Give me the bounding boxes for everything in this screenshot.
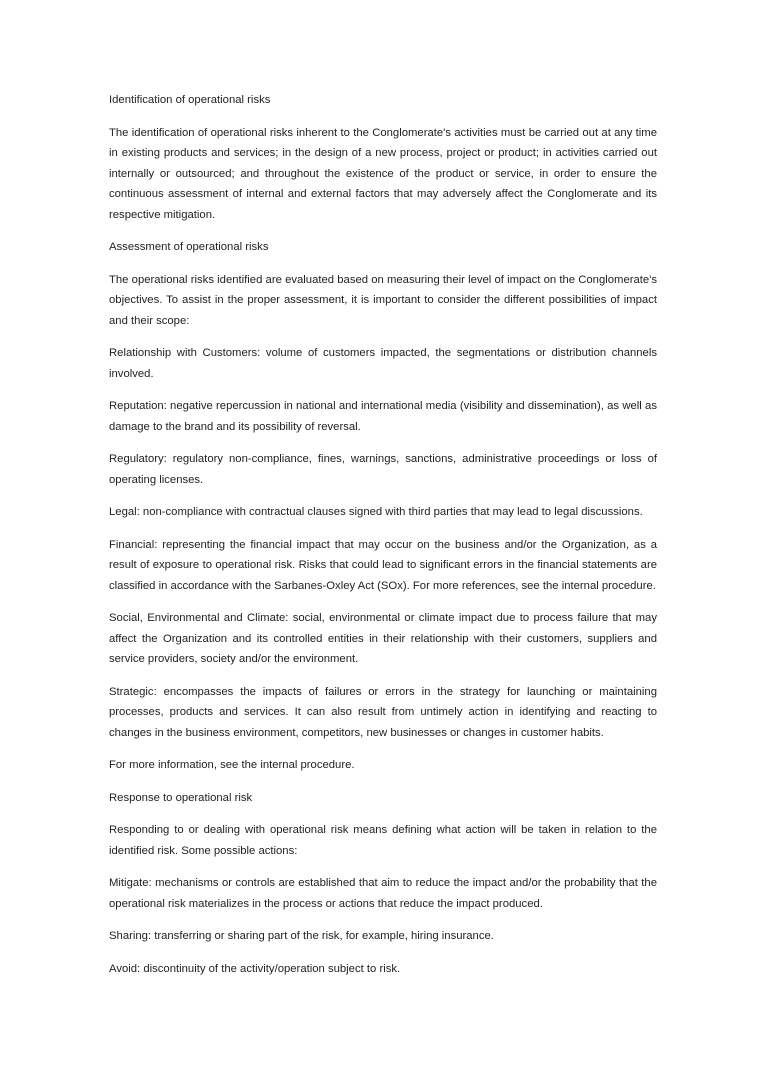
paragraph-identification: The identification of operational risks inherent to the Conglomerate's activities must be carried out at any time in existing products and services; in the design of a new process, project or product; in activities carried out internally or outsourced; and throughout the existence of the product or service, in order to ensure the continuous assessment of internal and external factors that may adversely affect the Conglomerate and its respective mitigation.	[109, 126, 657, 221]
section-heading-identification: Identification of operational risks	[109, 94, 271, 106]
paragraph-financial: Financial: representing the financial impact that may occur on the business and/or the Organization, as a result of exposure to operational risk. Risks that could lead to significant errors in the financial statements are classified in accordance with the Sarbanes-Oxley Act (SOx). For more references, see the internal procedure.	[109, 538, 657, 592]
paragraph-assessment-intro: The operational risks identified are evaluated based on measuring their level of impact on the Conglomerate's objectives. To assist in the proper assessment, it is important to consider the different possibilities of impact and their scope:	[109, 273, 657, 327]
paragraph-sharing: Sharing: transferring or sharing part of the risk, for example, hiring insurance.	[109, 930, 494, 942]
paragraph-reputation: Reputation: negative repercussion in national and international media (visibility and dissemination), as well as damage to the brand and its possibility of reversal.	[109, 400, 657, 433]
section-heading-assessment: Assessment of operational risks	[109, 241, 269, 253]
paragraph-mitigate: Mitigate: mechanisms or controls are established that aim to reduce the impact and/or the probability that the operational risk materializes in the process or actions that reduce the impact produced.	[109, 877, 657, 910]
paragraph-avoid: Avoid: discontinuity of the activity/operation subject to risk.	[109, 962, 401, 975]
paragraph-social-environmental-climate: Social, Environmental and Climate: social, environmental or climate impact due to process failure that may affect the Organization and its controlled entities in their relationship with their customers, suppliers and service providers, society and/or the environment.	[109, 612, 657, 665]
paragraph-relationship-customers: Relationship with Customers: volume of customers impacted, the segmentations or distribution channels involved.	[109, 347, 657, 380]
paragraph-legal: Legal: non-compliance with contractual clauses signed with third parties that may lead to legal discussions.	[109, 506, 643, 518]
paragraph-strategic: Strategic: encompasses the impacts of failures or errors in the strategy for launching or maintaining processes, products and services. It can also result from untimely action in identifying and reacting to changes in the business environment, competitors, new businesses or changes in customer habits.	[109, 685, 657, 739]
section-heading-response: Response to operational risk	[109, 791, 253, 804]
paragraph-response-intro: Responding to or dealing with operational risk means defining what action will be taken in relation to the identified risk. Some possible actions:	[109, 824, 657, 857]
document-page	[109, 90, 657, 991]
paragraph-regulatory: Regulatory: regulatory non-compliance, fines, warnings, sanctions, administrative proceedings or loss of operating licenses.	[109, 453, 657, 486]
paragraph-more-information: For more information, see the internal procedure.	[109, 759, 355, 771]
